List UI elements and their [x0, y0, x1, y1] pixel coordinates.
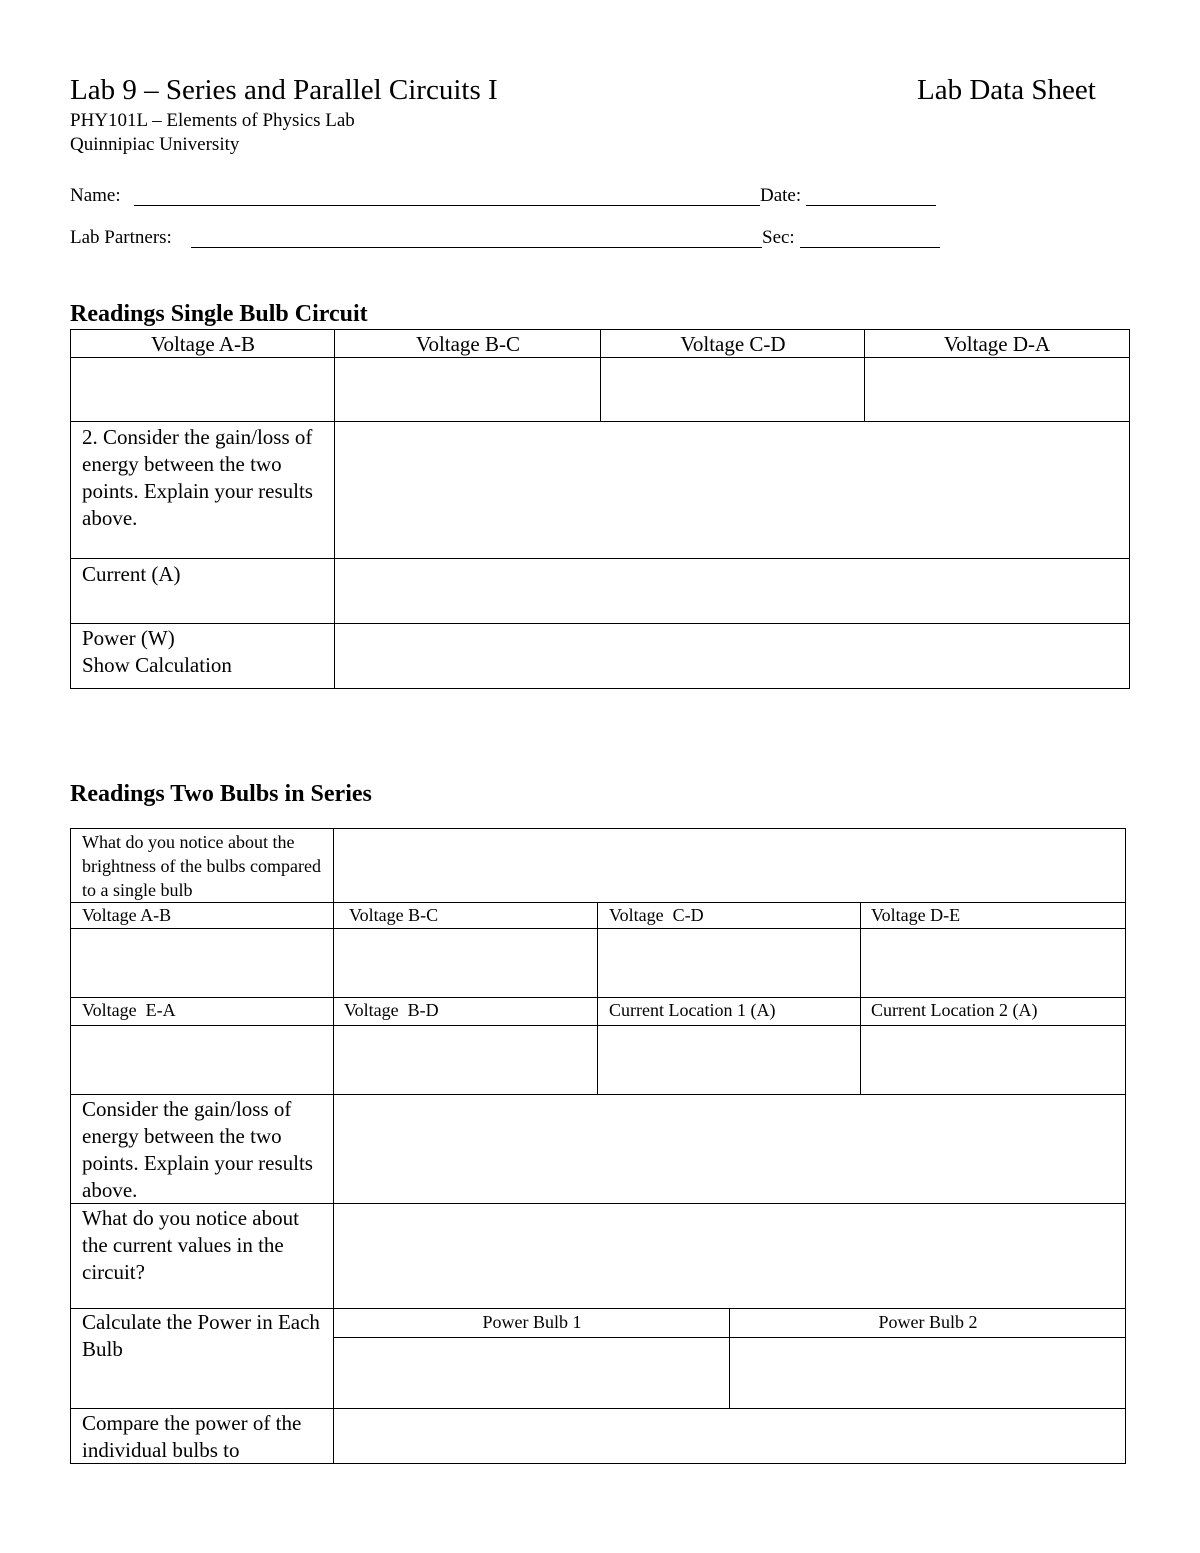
divider	[70, 1094, 1126, 1095]
col-header-voltage-cd-series: Voltage C-D	[609, 905, 704, 925]
series-energy-answer-field[interactable]	[335, 1096, 1125, 1203]
col-header-voltage-ab: Voltage A-B	[150, 332, 256, 356]
sheet-type-label: Lab Data Sheet	[917, 74, 1096, 106]
input-voltage-cd-series[interactable]	[599, 930, 860, 997]
input-power-bulb-2[interactable]	[731, 1339, 1125, 1408]
col-header-power-bulb-1: Power Bulb 1	[482, 1312, 582, 1332]
divider	[70, 558, 1130, 559]
divider	[860, 902, 861, 1095]
power-answer-field[interactable]	[336, 625, 1128, 688]
power-each-bulb-label: Calculate the Power in Each Bulb	[82, 1310, 320, 1361]
sec-field[interactable]	[800, 247, 940, 248]
power-label-line1: Power (W)	[82, 626, 175, 650]
divider	[597, 902, 598, 1095]
divider	[70, 623, 1130, 624]
col-header-voltage-da: Voltage D-A	[943, 332, 1051, 356]
col-header-voltage-bc: Voltage B-C	[415, 332, 521, 356]
divider	[729, 1308, 730, 1409]
col-header-current-location-1: Current Location 1 (A)	[609, 1000, 776, 1020]
divider	[864, 329, 865, 422]
brightness-answer-field[interactable]	[335, 830, 1125, 902]
input-power-bulb-1[interactable]	[335, 1339, 729, 1408]
compare-power-answer-field[interactable]	[335, 1410, 1125, 1463]
divider	[70, 902, 1126, 903]
compare-power-question-label: Compare the power of the individual bulbs to	[82, 1411, 302, 1462]
input-current-location-2[interactable]	[862, 1027, 1125, 1094]
input-voltage-bc[interactable]	[336, 359, 600, 421]
divider	[70, 1025, 1126, 1026]
divider	[334, 1337, 1126, 1338]
sec-label: Sec:	[762, 227, 795, 248]
name-label: Name:	[70, 185, 121, 206]
input-voltage-bc-series[interactable]	[335, 930, 597, 997]
col-header-voltage-ab-series: Voltage A-B	[82, 905, 172, 925]
current-values-answer-field[interactable]	[335, 1205, 1125, 1308]
two-bulbs-heading: Readings Two Bulbs in Series	[70, 781, 372, 807]
name-field[interactable]	[134, 205, 760, 206]
lab-partners-field[interactable]	[191, 247, 762, 248]
page-title: Lab 9 – Series and Parallel Circuits I	[70, 74, 498, 106]
divider	[600, 329, 601, 422]
divider	[70, 928, 1126, 929]
input-voltage-ea-series[interactable]	[72, 1027, 333, 1094]
divider	[334, 329, 335, 689]
energy-answer-field[interactable]	[336, 423, 1128, 558]
input-voltage-cd[interactable]	[602, 359, 864, 421]
input-voltage-de-series[interactable]	[862, 930, 1125, 997]
single-bulb-heading: Readings Single Bulb Circuit	[70, 301, 368, 327]
divider	[333, 828, 334, 1464]
input-current-location-1[interactable]	[599, 1027, 860, 1094]
university-name: Quinnipiac University	[70, 134, 240, 155]
input-voltage-ab-series[interactable]	[72, 930, 333, 997]
col-header-voltage-ea-series: Voltage E-A	[82, 1000, 176, 1020]
current-answer-field[interactable]	[336, 560, 1128, 623]
brightness-question-label: What do you notice about the brightness of the bulbs compared to a single bulb	[82, 832, 321, 900]
divider	[70, 1408, 1126, 1409]
col-header-voltage-bc-series: Voltage B-C	[349, 905, 439, 925]
power-label-line2: Show Calculation	[82, 653, 232, 677]
col-header-voltage-bd-series: Voltage B-D	[344, 1000, 439, 1020]
col-header-voltage-de-series: Voltage D-E	[871, 905, 961, 925]
course-name: PHY101L – Elements of Physics Lab	[70, 110, 355, 131]
col-header-power-bulb-2: Power Bulb 2	[878, 1312, 978, 1332]
power-label	[82, 625, 327, 679]
date-field[interactable]	[806, 205, 936, 206]
col-header-voltage-cd: Voltage C-D	[680, 332, 786, 356]
input-voltage-ab[interactable]	[72, 359, 334, 421]
input-voltage-bd-series[interactable]	[335, 1027, 597, 1094]
energy-question-label: 2. Consider the gain/loss of energy between the two points. Explain your results above.	[82, 425, 313, 530]
current-label: Current (A)	[82, 562, 181, 586]
date-label: Date:	[760, 185, 802, 206]
col-header-current-location-2: Current Location 2 (A)	[871, 1000, 1038, 1020]
input-voltage-da[interactable]	[866, 359, 1128, 421]
series-energy-question-label: Consider the gain/loss of energy between the two points. Explain your results above.	[82, 1097, 313, 1202]
lab-partners-label: Lab Partners:	[70, 227, 172, 248]
current-values-question-label: What do you notice about the current values in the circuit?	[82, 1206, 299, 1284]
